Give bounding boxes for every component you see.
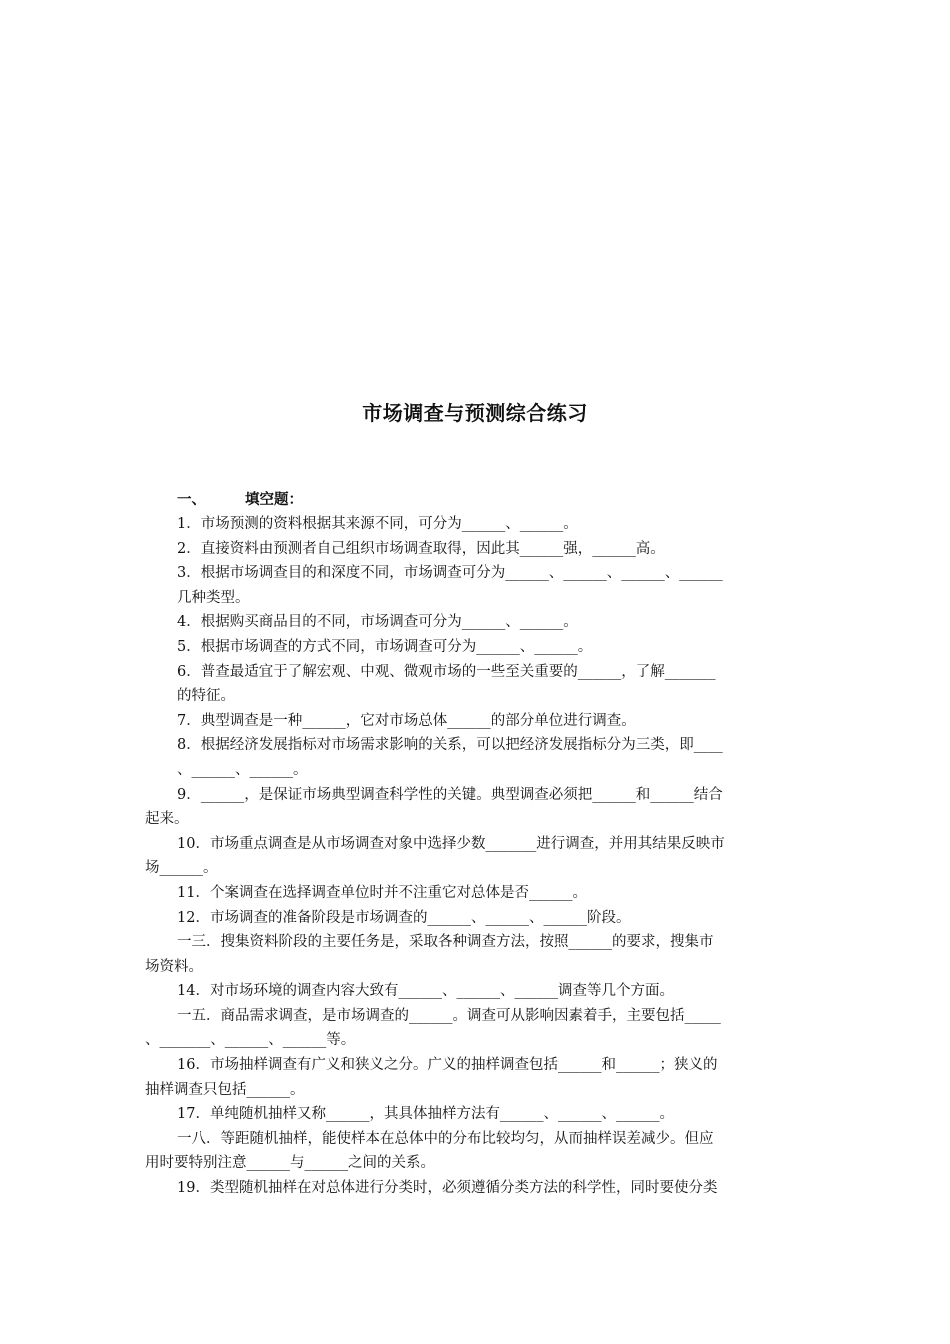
text-line: 4．根据购买商品目的不同，市场调查可分为______、______。 xyxy=(177,614,578,631)
text-line: 1．市场预测的资料根据其来源不同，可分为______、______。 xyxy=(177,516,578,532)
text-line: 19．类型随机抽样在对总体进行分类时，必须遵循分类方法的科学性，同时要使分类 xyxy=(177,1180,718,1197)
text-line: 场资料。 xyxy=(145,958,203,975)
section-label: 填空题： xyxy=(245,492,303,508)
text-line: 一三．搜集资料阶段的主要任务是，采取各种调查方法，按照______的要求，搜集市 xyxy=(177,934,714,951)
exercise-list xyxy=(145,512,807,1201)
section-number: 一、 xyxy=(177,492,206,508)
text-line: 14．对市场环境的调查内容大致有______、______、______调查等几个方面。 xyxy=(177,983,674,1000)
text-line: 9．______，是保证市场典型调查科学性的关键。典型调查必须把______和______结合 xyxy=(177,786,723,803)
text-line: 6．普查最适宜于了解宏观、中观、微观市场的一些至关重要的______，了解_______ xyxy=(177,663,716,680)
text-line: 2．直接资料由预测者自己组织市场调查取得，因此其______强，______高。 xyxy=(177,540,665,557)
text-line: 抽样调查只包括______。 xyxy=(145,1081,305,1098)
text-line: 12．市场调查的准备阶段是市场调查的______、______、______阶段。 xyxy=(177,909,631,926)
text-line: 11．个案调查在选择调查单位时并不注重它对总体是否______。 xyxy=(177,884,587,901)
text-line: 17．单纯随机抽样又称______，其具体抽样方法有______、______、______。 xyxy=(177,1106,674,1123)
section-heading xyxy=(177,488,303,512)
text-line: 、_______、______、______等。 xyxy=(145,1032,356,1049)
text-line: 10．市场重点调查是从市场调查对象中选择少数_______进行调查，并用其结果反映市 xyxy=(177,835,725,852)
text-line: 的特征。 xyxy=(177,688,235,705)
page-title: 市场调查与预测综合练习 xyxy=(362,401,588,425)
text-line: 8．根据经济发展指标对市场需求影响的关系，可以把经济发展指标分为三类，即____ xyxy=(177,737,723,754)
text-line: 起来。 xyxy=(145,811,189,828)
text-line: 3．根据市场调查目的和深度不同，市场调查可分为______、______、______、______ xyxy=(177,565,723,582)
text-line: 场______。 xyxy=(145,860,218,877)
text-line: 几种类型。 xyxy=(177,589,250,606)
text-line: 5．根据市场调查的方式不同，市场调查可分为______、______。 xyxy=(177,638,593,655)
text-line: 7．典型调查是一种______，它对市场总体______的部分单位进行调查。 xyxy=(177,712,636,729)
text-line: 一八．等距随机抽样，能使样本在总体中的分布比较均匀，从而抽样误差减少。但应 xyxy=(177,1130,714,1147)
text-line: 、______、______。 xyxy=(177,761,308,778)
text-line: 用时要特别注意______与______之间的关系。 xyxy=(145,1155,435,1172)
text-line: 16．市场抽样调查有广义和狭义之分。广义的抽样调查包括______和______；狭义的 xyxy=(177,1057,718,1074)
text-line: 一五．商品需求调查，是市场调查的______。调查可从影响因素着手，主要包括_____ xyxy=(177,1007,721,1024)
